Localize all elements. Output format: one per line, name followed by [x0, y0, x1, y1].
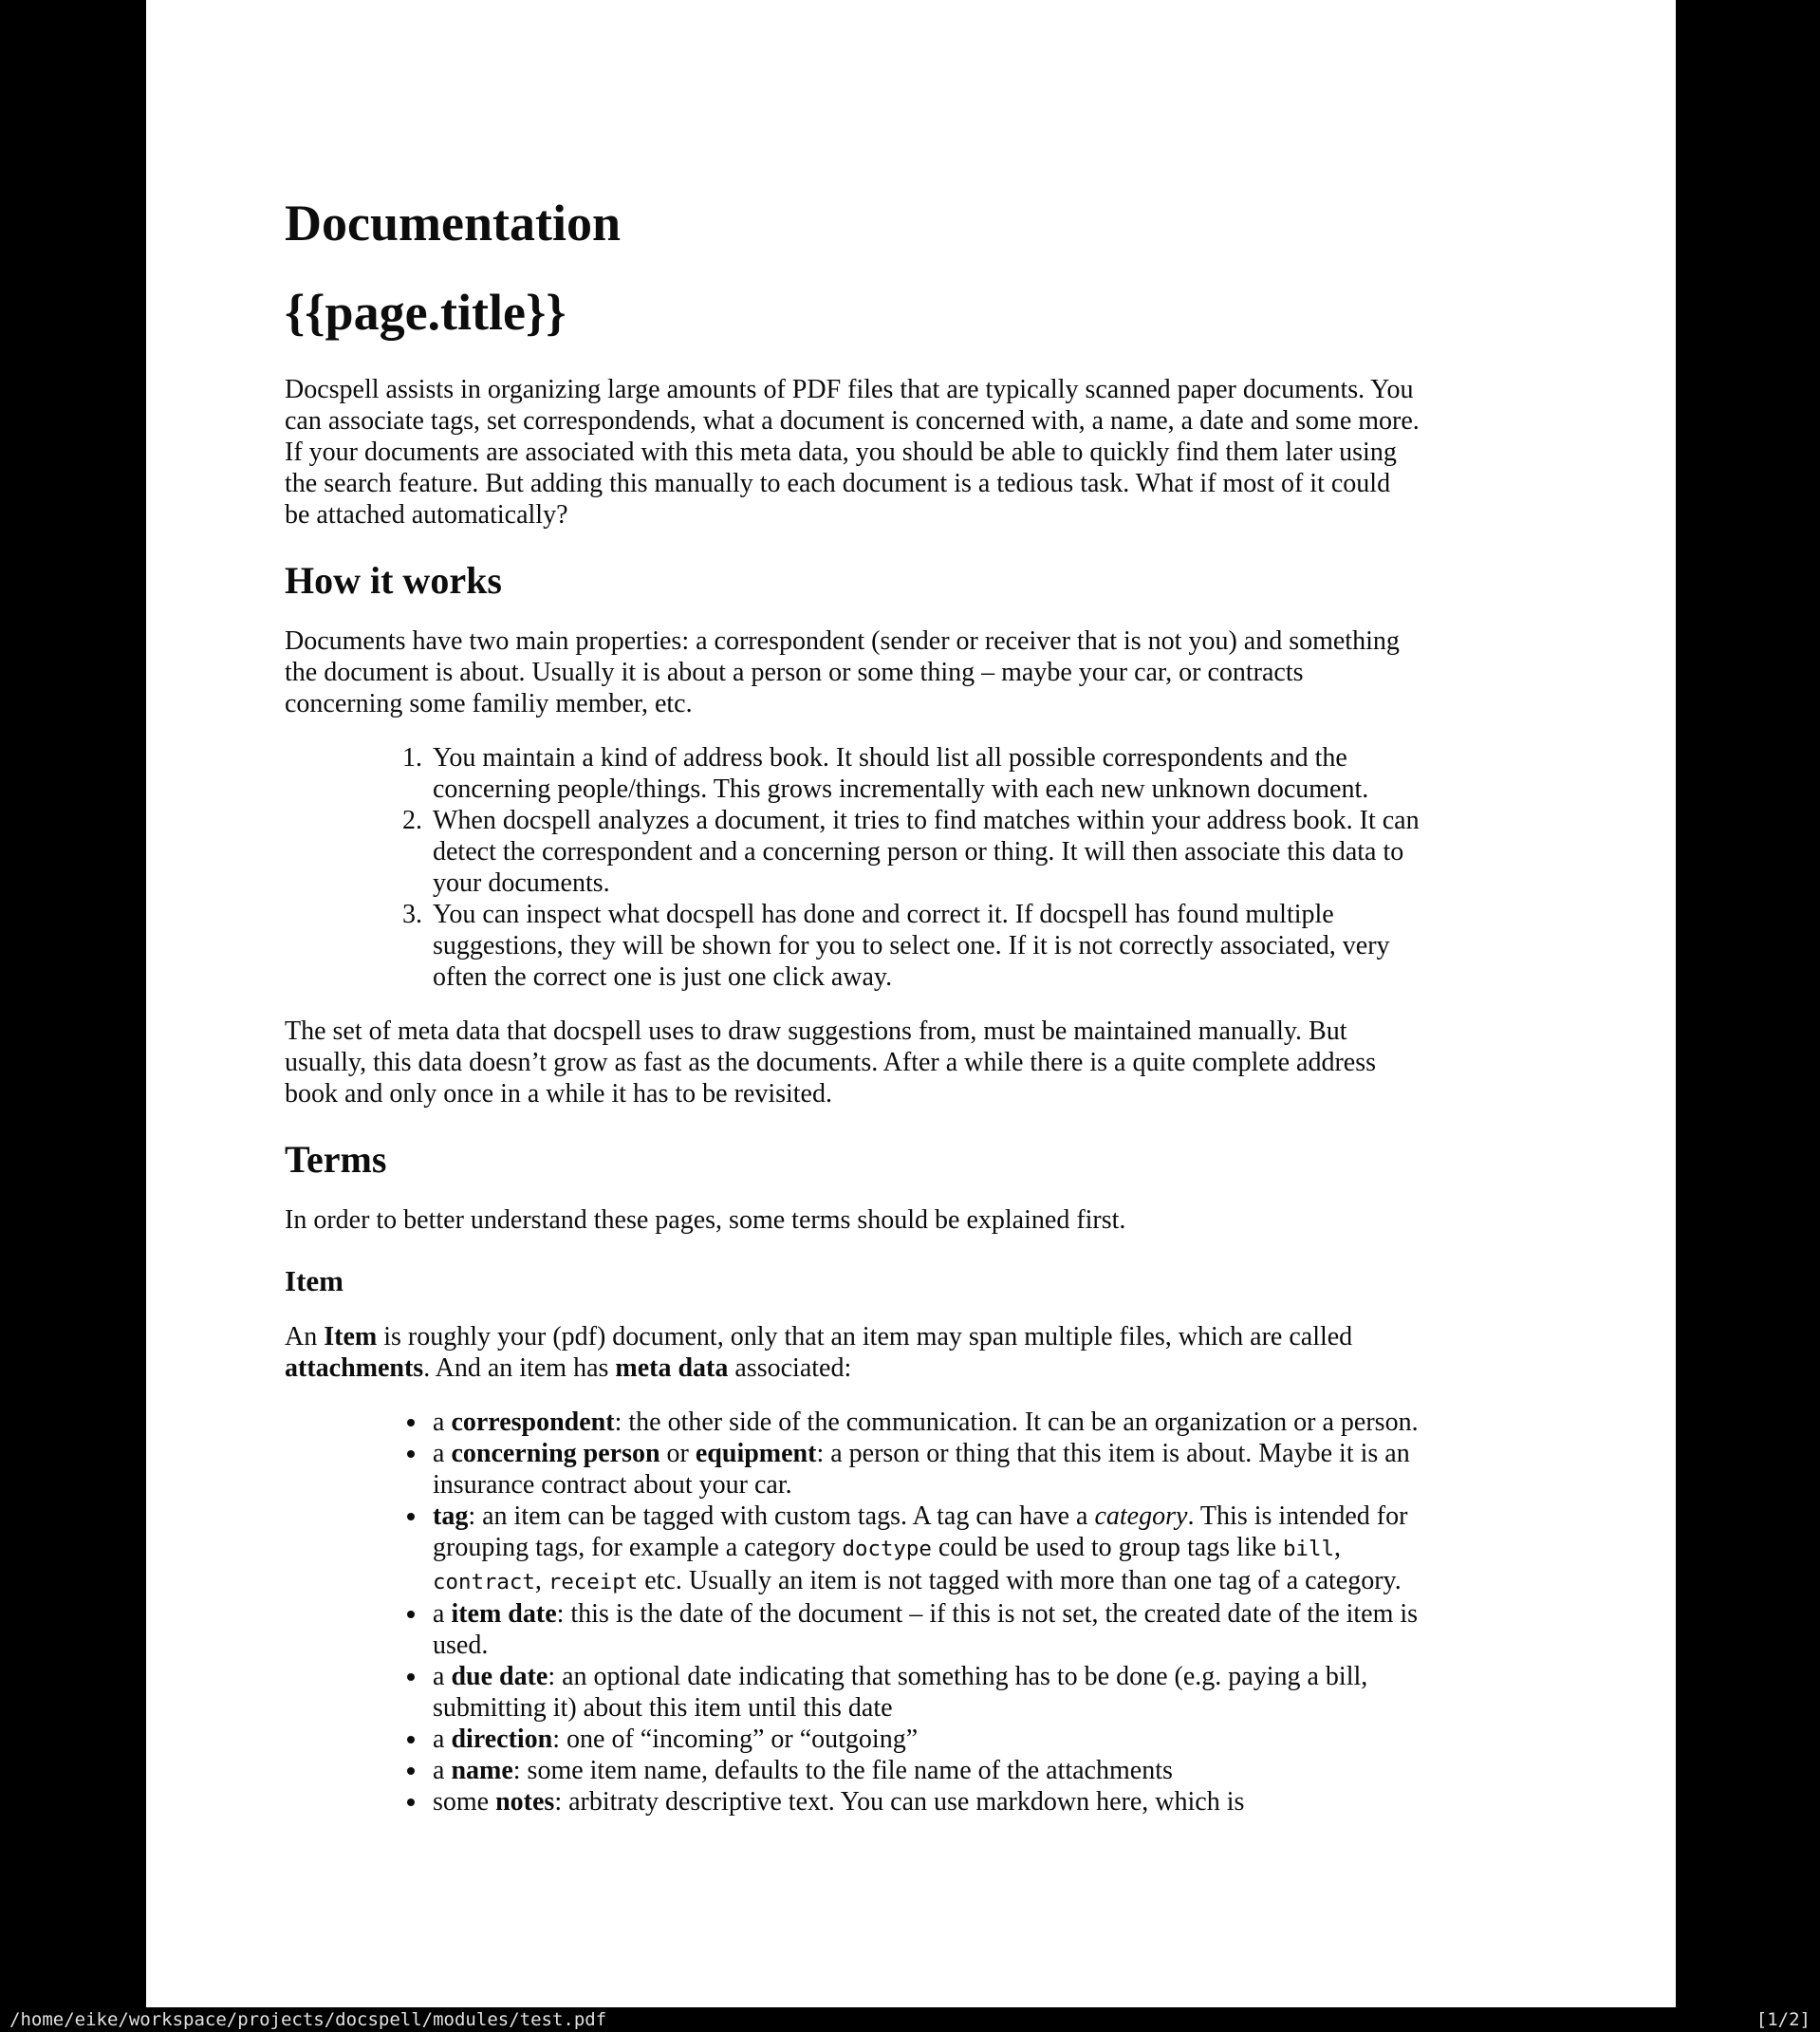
property-item: • a direction: one of “incoming” or “outgoing”	[429, 1724, 1420, 1755]
property-item: • a correspondent: the other side of the communication. It can be an organization or a person.	[429, 1407, 1420, 1438]
property-item: • a item date: this is the date of the document – if this is not set, the created date of the item is used.	[429, 1598, 1420, 1661]
step-item: 3. You can inspect what docspell has done and correct it. If docspell has found multiple suggestions, they will be shown for you to select one. If it is not correctly associated, very often the correct one is just one click away.	[429, 899, 1420, 993]
heading-how-it-works: How it works	[285, 559, 502, 602]
intro-paragraph: Docspell assists in organizing large amounts of PDF files that are typically scanned paper documents. You can associate tags, set correspondends, what a document is concerned with, a name, a date and some more. If your documents are associated with this meta data, you should be able to quickly find them later using the search feature. But adding this manually to each document is a tedious task. What if most of it could be attached automatically?	[285, 375, 1420, 530]
heading-terms: Terms	[285, 1138, 387, 1181]
file-path: /home/eike/workspace/projects/docspell/modules/test.pdf	[9, 2009, 607, 2030]
page-indicator: [1/2]	[1755, 2009, 1811, 2030]
item-properties-list	[285, 1407, 1420, 1818]
terms-intro: In order to better understand these pages, some terms should be explained first.	[285, 1205, 1126, 1235]
property-item: • a concerning person or equipment: a person or thing that this item is about. Maybe it is an insurance contract about your car.	[429, 1438, 1420, 1501]
step-item: 2. When docspell analyzes a document, it tries to find matches within your address book. It can detect the correspondent and a concerning person or thing. It will then associate this data to your documents.	[429, 805, 1420, 899]
property-item: • some notes: arbitraty descriptive text. You can use markdown here, which is	[429, 1786, 1420, 1818]
property-item: • a name: some item name, defaults to the file name of the attachments	[429, 1755, 1420, 1786]
document-title: Documentation	[285, 195, 621, 252]
how-it-works-intro: Documents have two main properties: a correspondent (sender or receiver that is not you) and something the document is about. Usually it is about a person or some thing – maybe your car, or contracts concerning some familiy member, etc.	[285, 626, 1400, 718]
steps-list	[285, 742, 1420, 993]
document-subtitle: {{page.title}}	[285, 284, 566, 341]
step-item: 1. You maintain a kind of address book. It should list all possible correspondents and the concerning people/things. This grows incrementally with each new unknown document.	[429, 742, 1420, 805]
property-item: • tag: an item can be tagged with custom tags. A tag can have a category. This is intended for grouping tags, for example a category doctype could be used to group tags like bill, contract, receipt etc. Usually an item is not tagged with more than one tag of a category.	[429, 1501, 1420, 1598]
status-bar	[0, 2007, 1820, 2032]
item-definition: An Item is roughly your (pdf) document, only that an item may span multiple files, which are called attachments. And an item has meta data associated:	[285, 1322, 1353, 1383]
heading-item: Item	[285, 1264, 344, 1297]
pdf-page[interactable]	[146, 0, 1676, 2007]
property-item: • a due date: an optional date indicating that something has to be done (e.g. paying a bill, submitting it) about this item until this date	[429, 1661, 1420, 1724]
document-content	[146, 0, 1420, 1818]
how-it-works-outro: The set of meta data that docspell uses to draw suggestions from, must be maintained manually. But usually, this data doesn’t grow as fast as the documents. After a while there is a quite complete address book and only once in a while it has to be revisited.	[285, 1016, 1377, 1109]
